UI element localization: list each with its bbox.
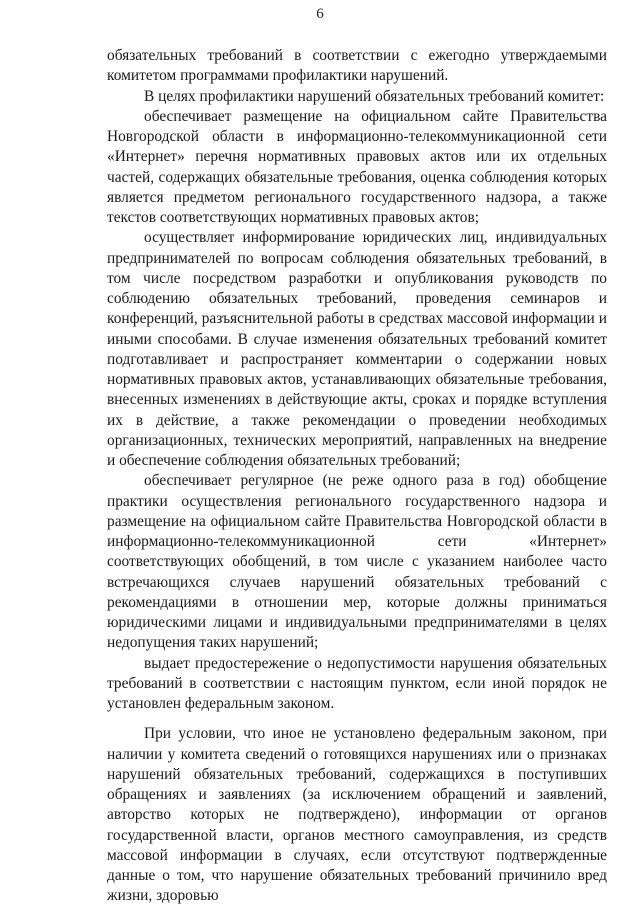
- paragraph-intro: В целях профилактики нарушений обязательных требований комитет:: [144, 87, 605, 105]
- paragraph-item-warning: выдает предостережение о недопустимости нарушения обязательных требований в соответствии с настоящим пунктом, если иной порядок не установлен федеральным законом.: [107, 654, 607, 712]
- paragraph-item-informing: осуществляет информирование юридических лиц, индивидуальных предпринимателей по вопросам соблюдения обязательных требований, в том числе посредством разработки и опубликования руководств по соблюдению обязательных требований, проведения семинаров и конференций, разъяснительной работы в средствах массовой информации и иными способами. В случае изменения обязательных требований комитет подготавливает и распространяет комментарии о содержании новых нормативных правовых актов, устанавливающих обязательные требования, внесенных изменениях в действующие акты, сроках и порядке вступления их в действие, а также рекомендации о проведении необходимых организационных, технических мероприятий, направленных на внедрение и обеспечение соблюдения обязательных требований;: [107, 229, 607, 469]
- paragraph-item-generalization: обеспечивает регулярное (не реже одного раза в год) обобщение практики осуществления регионального государственного надзора и размещение на официальном сайте Правительства Новгородской области в информационно-телекоммуникационной сети «Интернет» соответствующих обобщений, в том числе с указанием наиболее часто встречающихся случаев нарушений обязательных требований с рекомендациями в отношении мер, которые должны приниматься юридическими лицами и индивидуальными предпринимателями в целях недопущения таких нарушений;: [107, 472, 607, 652]
- paragraph-continuation: обязательных требований в соответствии с ежегодно утверждаемыми комитетом программами профилактики нарушений.: [107, 47, 607, 85]
- paragraph-item-publication: обеспечивает размещение на официальном сайте Правительства Новгородской области в информационно-телекоммуникационной сети «Интернет» перечня нормативных правовых актов или их отдельных частей, содержащих обязательные требования, оценка соблюдения которых является предметом регионального государственного надзора, а также текстов соответствующих нормативных правовых актов;: [107, 107, 607, 226]
- document-body: [107, 46, 607, 907]
- paragraph-condition: При условии, что иное не установлено федеральным законом, при наличии у комитета сведений о готовящихся нарушениях или о признаках нарушений обязательных требований, содержащихся в поступивших обращениях и заявлениях (за исключением обращений и заявлений, авторство которых не подтверждено), информации от органов государственной власти, органов местного самоуправления, из средств массовой информации в случаях, если отсутствуют подтвержденные данные о том, что нарушение обязательных требований причинило вред жизни, здоровью: [107, 725, 607, 905]
- page-number: 6: [316, 6, 324, 22]
